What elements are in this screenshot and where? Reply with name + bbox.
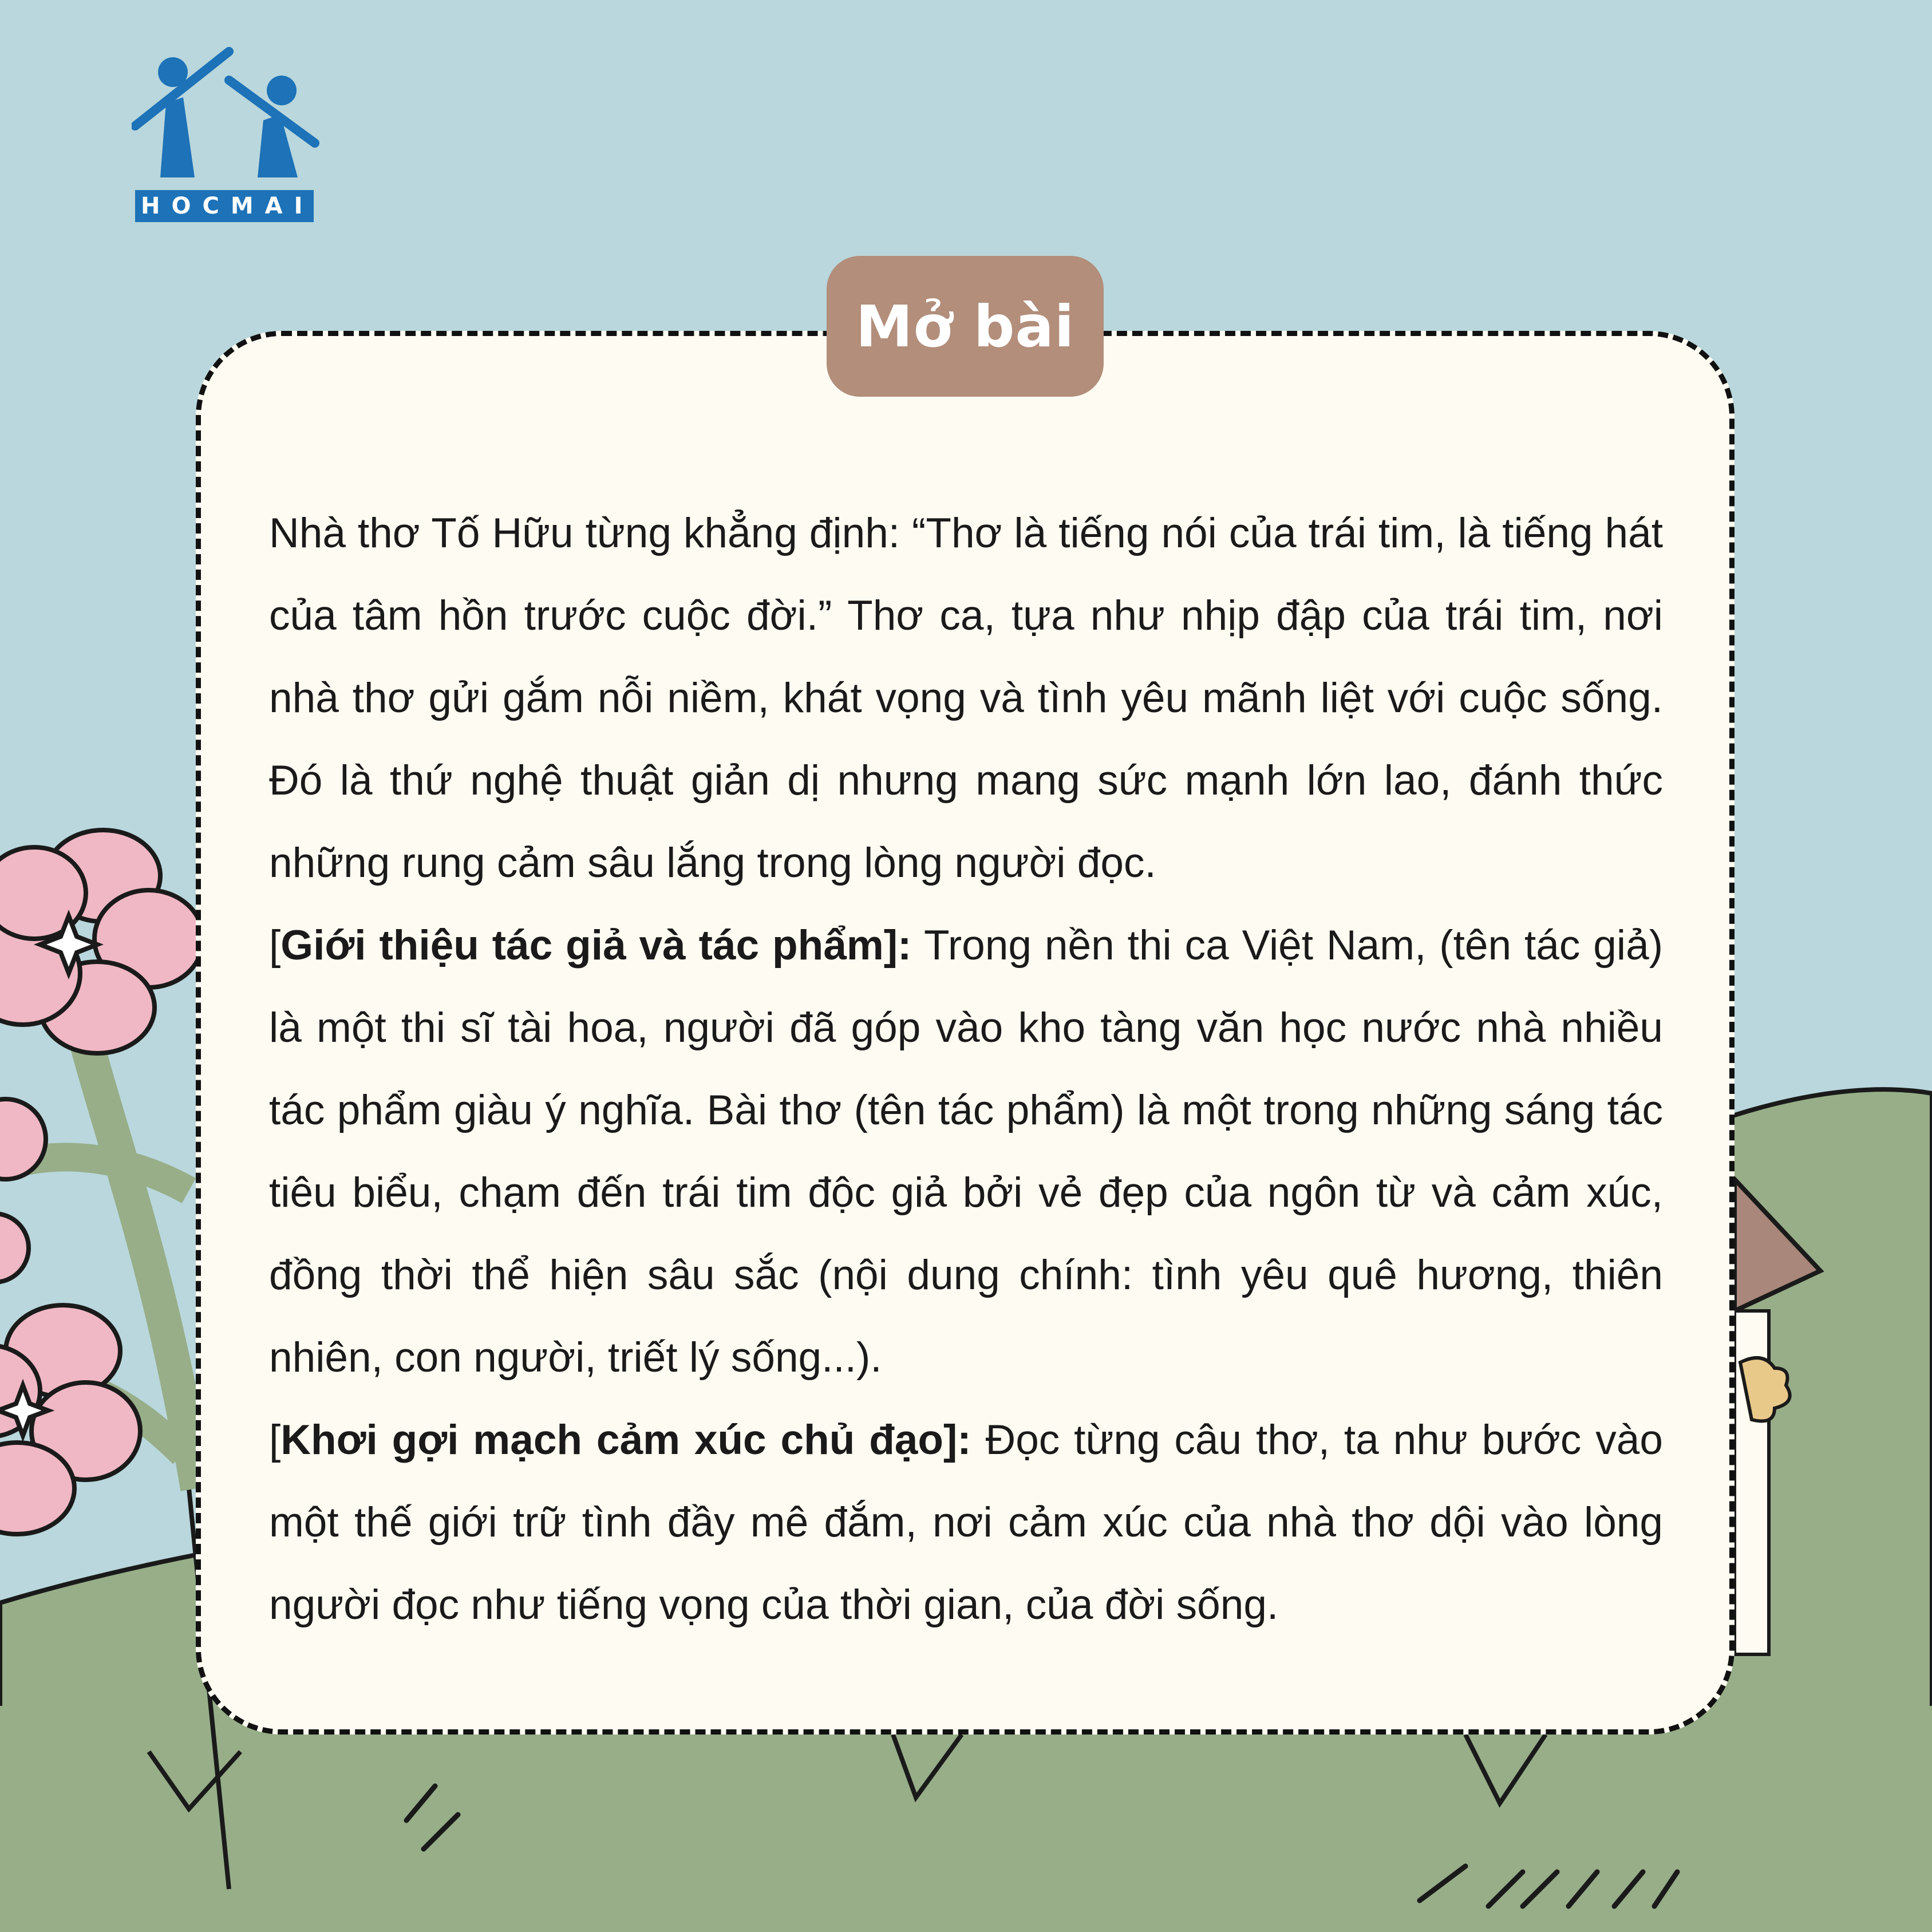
- hocmai-logo: [132, 46, 321, 229]
- section-label: Khơi gợi mạch cảm xúc chủ đạo]:: [280, 1417, 971, 1463]
- flower-icon: [0, 830, 203, 1053]
- title-tab: [827, 256, 1104, 397]
- section-paragraph: [Giới thiệu tác giả và tác phẩm]: Trong nền thi ca Việt Nam, (tên tác giả) là một thi sĩ tài hoa, người đã góp vào kho tàng văn học nước nhà nhiều tác phẩm giàu ý nghĩa. Bài thơ (tên tác phẩm) là một trong những sáng tác tiêu biểu, chạm đến trái tim độc giả bởi vẻ đẹp của ngôn từ và cảm xúc, đồng thời thể hiện sâu sắc (nội dung chính: tình yêu quê hương, thiên nhiên, con người, triết lý sống...).: [269, 922, 1664, 1381]
- intro-paragraph: Nhà thơ Tố Hữu từng khẳng định: “Thơ là tiếng nói của trái tim, là tiếng hát của tâm hồn trước cuộc đời.” Thơ ca, tựa như nhịp đập của trái tim, nơi nhà thơ gửi gắm nỗi niềm, khát vọng và tình yêu mãnh liệt với cuộc sống. Đó là thứ nghệ thuật giản dị nhưng mang sức mạnh lớn lao, đánh thức những rung cảm sâu lắng trong lòng người đọc.: [269, 510, 1663, 886]
- section-paragraph: [Khơi gợi mạch cảm xúc chủ đạo]: Đọc từng câu thơ, ta như bước vào một thế giới trữ tình đầy mê đắm, nơi cảm xúc của nhà thơ dội vào lòng người đọc như tiếng vọng của thời gian, của đời sống.: [269, 1417, 1663, 1628]
- section-text: Đọc từng câu thơ, ta như bước vào một thế giới trữ tình đầy mê đắm, nơi cảm xúc của nhà thơ dội vào lòng người đọc như tiếng vọng của thời gian, của đời sống.: [269, 1417, 1663, 1628]
- flower-icon: [0, 1305, 140, 1534]
- card-body: [269, 492, 1663, 1646]
- logo-wordmark: HOCMAI: [135, 190, 314, 222]
- section-label: Giới thiệu tác giả và tác phẩm]:: [280, 922, 912, 969]
- flower-icon: [0, 1099, 46, 1282]
- people-icon: [132, 46, 321, 195]
- card-title: Mở bài: [855, 293, 1075, 360]
- section-text: Trong nền thi ca Việt Nam, (tên tác giả) là một thi sĩ tài hoa, người đã góp vào kho tàng văn học nước nhà nhiều tác phẩm giàu ý nghĩa. Bài thơ (tên tác phẩm) là một trong những sáng tác tiêu biểu, chạm đến trái tim độc giả bởi vẻ đẹp của ngôn từ và cảm xúc, đồng thời thể hiện sâu sắc (nội dung chính: tình yêu quê hương, thiên nhiên, con người, triết lý sống...).: [269, 922, 1664, 1381]
